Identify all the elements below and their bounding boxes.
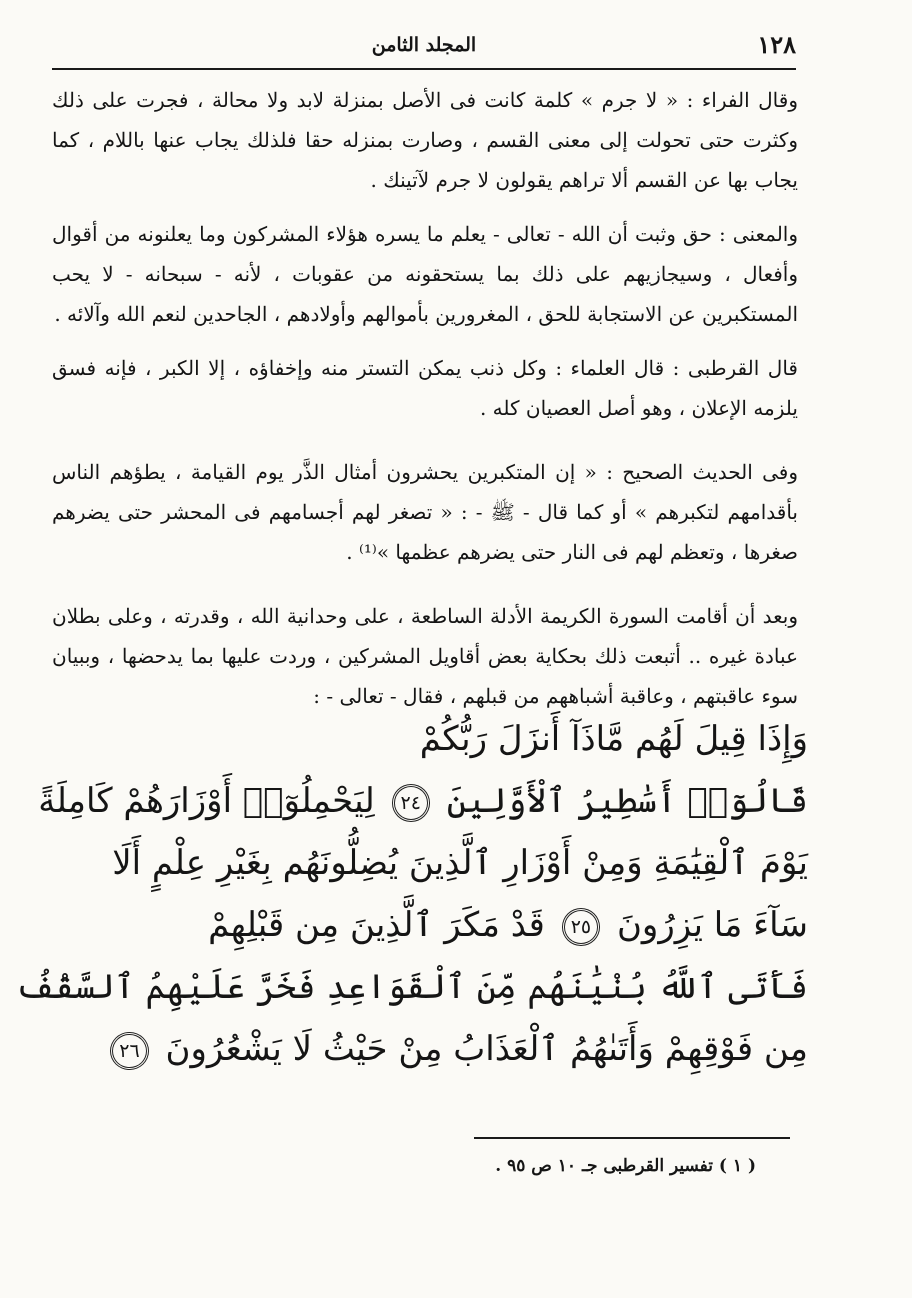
commentary-text <box>52 80 798 730</box>
footnote: ( ١ ) تفسير القرطبى جـ ١٠ ص ٩٥ . <box>495 1156 756 1176</box>
verse-line <box>118 894 808 956</box>
footnote-divider <box>474 1137 790 1139</box>
paragraph-transition: وبعد أن أقامت السورة الكريمة الأدلة الساطعة ، على وحدانية الله ، وقدرته ، وعلى بطلان عبادة غيره .. أتبعت ذلك بحكاية بعض أقاويل المشركين ، وردت عليها بما يدحضها ، وببيان سوء عاقبتهم ، وعاقبة أشباههم من قبلهم ، فقال - تعالى - : <box>52 604 798 708</box>
verse-text: قَالُوٓا۟ أَسَٰطِيرُ ٱلْأَوَّلِينَ <box>446 781 808 821</box>
verse-line <box>38 770 808 832</box>
verse-line <box>118 708 808 770</box>
paragraph-meaning: والمعنى : حق وثبت أن الله - تعالى - يعلم ما يسره هؤلاء المشركون وما يعلنونه من أقوال وأفعال ، وسيجازيهم على ذلك بما يستحقونه من عقوبات ، لأنه - سبحانه - لا يحب المستكبرين عن الاستجابة للحق ، المغرورين بأموالهم وأولادهم ، الجاحدين لنعم الله وآلائه . <box>52 222 798 326</box>
paragraph-hadith: وفى الحديث الصحيح : « إن المتكبرين يحشرون أمثال الذَّر يوم القيامة ، يطؤهم الناس بأقدامهم لتكبرهم » أو كما قال - ﷺ - : « تصغر لهم أجسامهم فى المحشر حتى يضرهم صغرها ، وتعظم لهم فى النار حتى يضرهم عظمها »⁽¹⁾ . <box>52 460 798 564</box>
quran-verses <box>15 708 808 1080</box>
verse-text: لِيَحْمِلُوٓا۟ أَوْزَارَهُمْ كَامِلَةً <box>38 781 375 821</box>
verse-text: فَأَتَى ٱللَّهُ بُنْيَٰنَهُم مِّنَ ٱلْقَوَاعِدِ فَخَرَّ عَلَيْهِمُ ٱلسَّقْفُ <box>15 967 808 1007</box>
verse-text: مِن فَوْقِهِمْ وَأَتَىٰهُمُ ٱلْعَذَابُ مِنْ حَيْثُ لَا يَشْعُرُونَ <box>165 1029 808 1069</box>
verse-line <box>112 832 808 894</box>
page-number: ١٢٨ <box>757 30 796 59</box>
verse-text: يَوْمَ ٱلْقِيَٰمَةِ وَمِنْ أَوْزَارِ ٱلَّذِينَ يُضِلُّونَهُم بِغَيْرِ عِلْمٍ أَلَا <box>112 843 808 883</box>
paragraph-qurtubi: قال القرطبى : قال العلماء : وكل ذنب يمكن التستر منه وإخفاؤه ، إلا الكبر ، فإنه فسق يلزمه الإعلان ، وهو أصل العصيان كله . <box>52 356 798 420</box>
paragraph-farra: وقال الفراء : « لا جرم » كلمة كانت فى الأصل بمنزلة لابد ولا محالة ، فجرت على ذلك وكثرت حتى تحولت إلى معنى القسم ، وصارت بمنزله حقا فلذلك يجاب عنها باللام ، كما يجاب بها عن القسم ألا تراهم يقولون لا جرم لآتينك . <box>52 88 798 192</box>
running-title: المجلد الثامن <box>371 34 477 56</box>
verse-text: سَآءَ مَا يَزِرُونَ <box>616 905 808 945</box>
ayah-number-marker: ٢٥ <box>562 908 600 946</box>
page-header <box>52 30 796 70</box>
verse-text: وَإِذَا قِيلَ لَهُم مَّاذَآ أَنزَلَ رَبُّكُمْ <box>419 719 808 759</box>
verse-text: قَدْ مَكَرَ ٱلَّذِينَ مِن قَبْلِهِمْ <box>208 905 545 945</box>
ayah-number-marker: ٢٤ <box>392 784 430 822</box>
ayah-number-marker: ٢٦ <box>110 1032 148 1070</box>
verse-line <box>118 1018 808 1080</box>
verse-line <box>15 956 808 1018</box>
